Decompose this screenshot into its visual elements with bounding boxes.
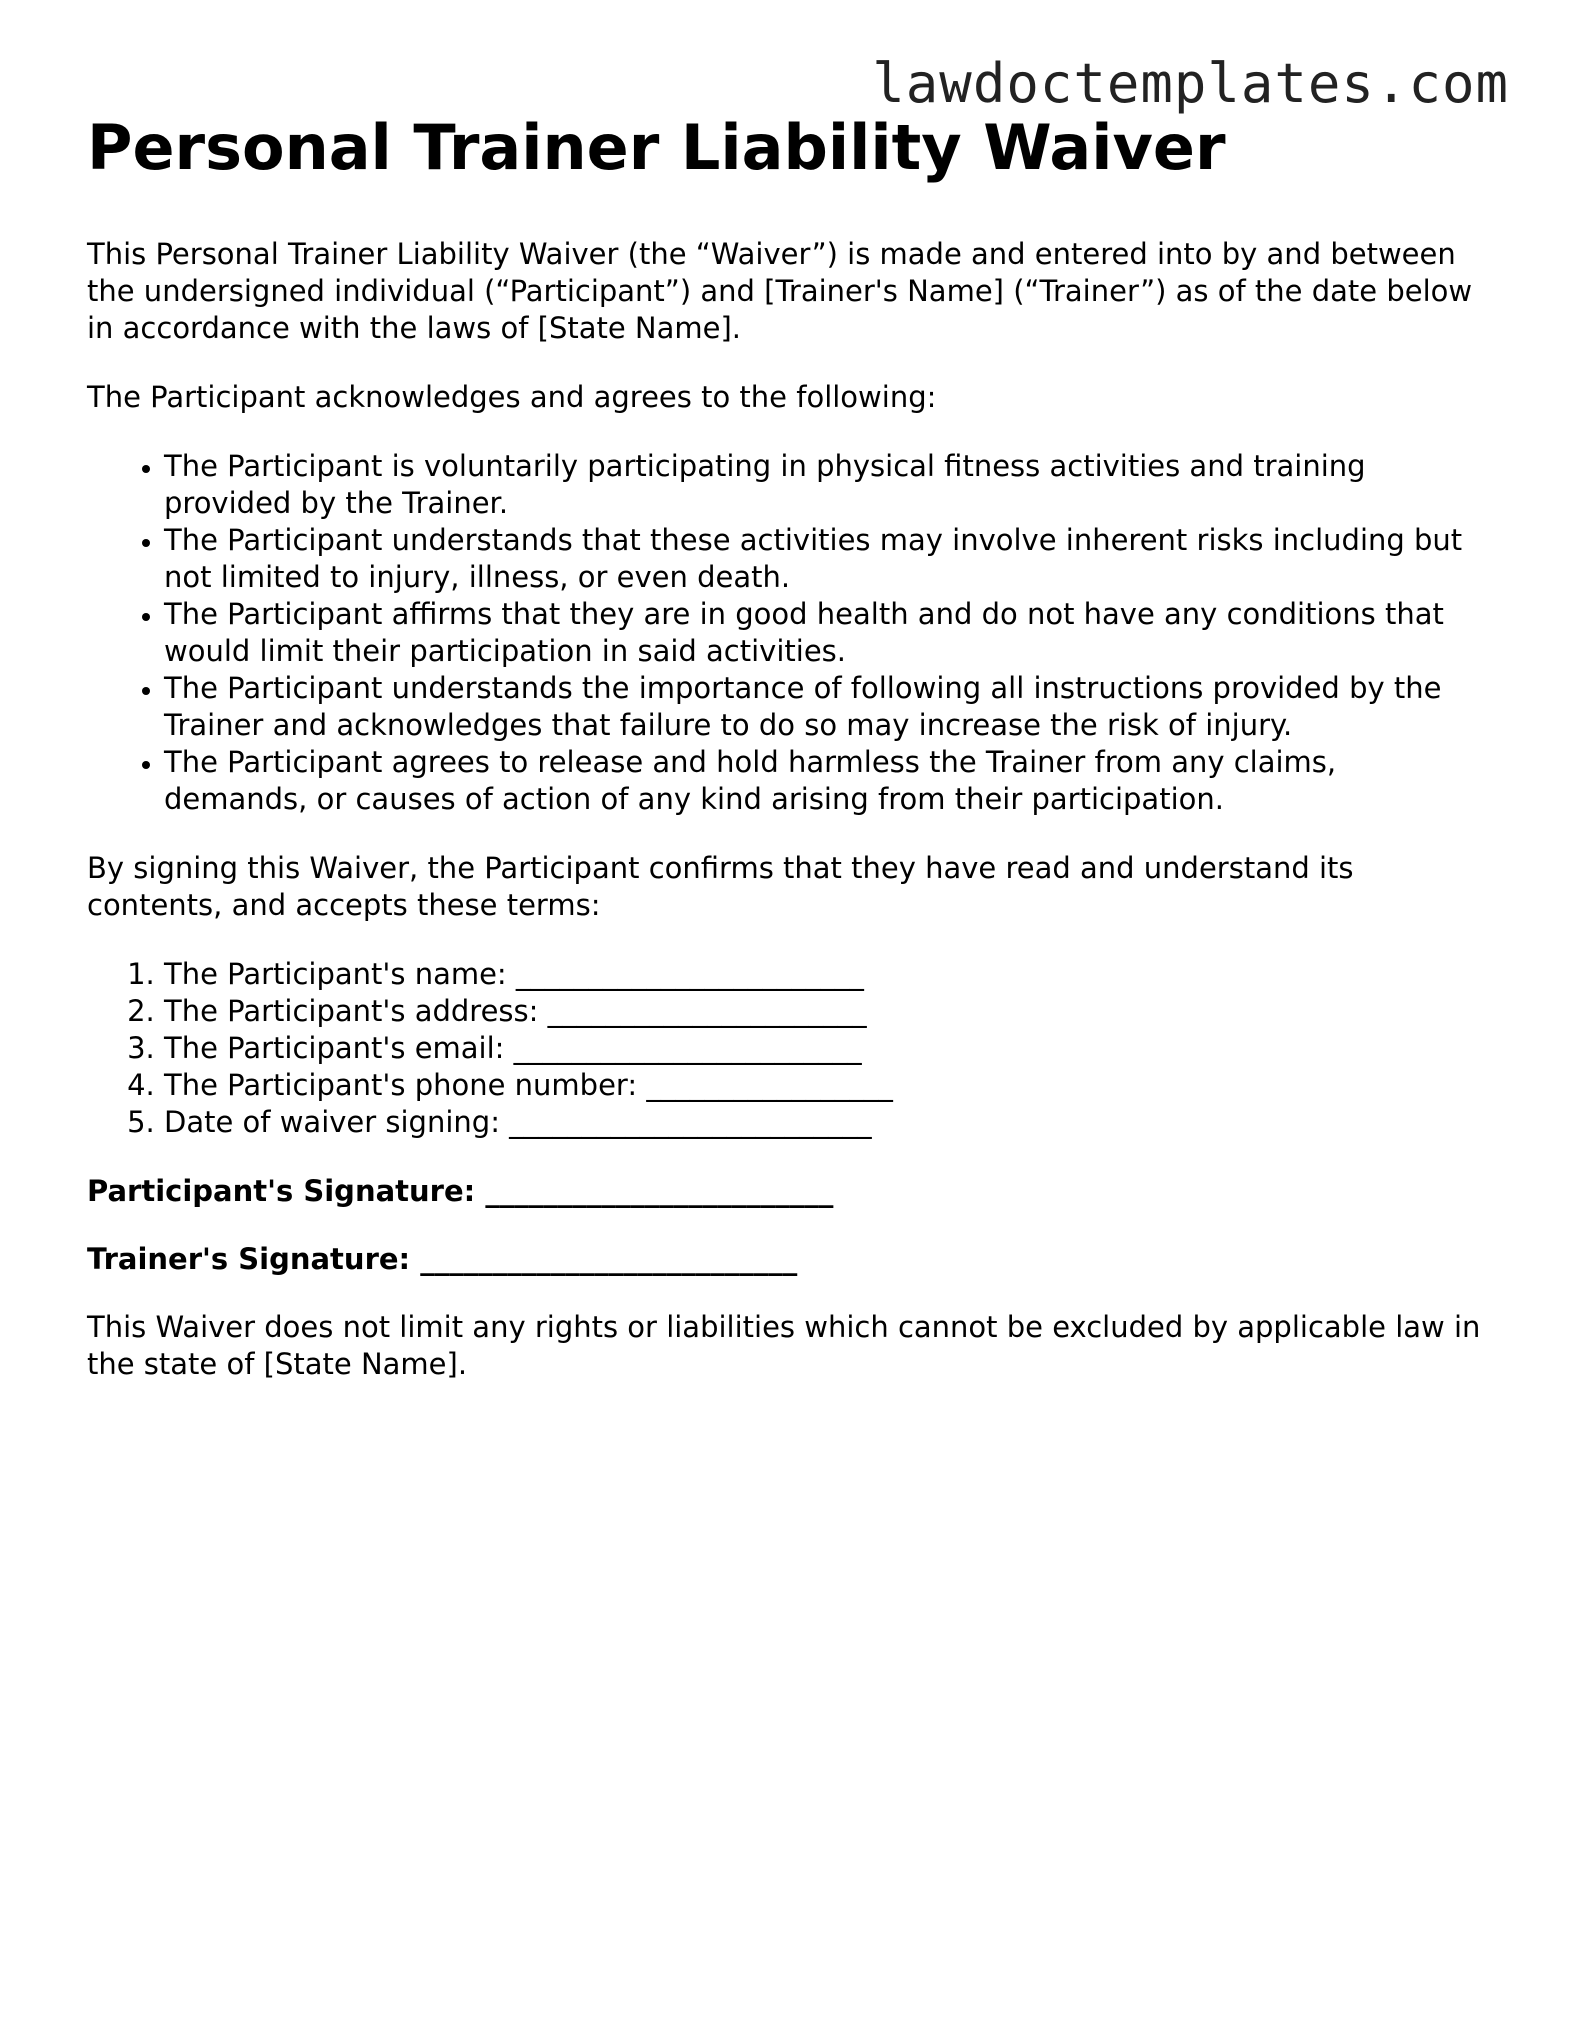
closing-paragraph: This Waiver does not limit any rights or liabilities which cannot be excluded by applicable law in the state of [State Name].: [87, 1310, 1481, 1381]
participant-name-field: 1. The Participant's name: ________________________: [164, 956, 1487, 993]
acknowledgement-lead: The Participant acknowledges and agrees to the following:: [87, 380, 937, 414]
acknowledgement-item: • The Participant agrees to release and hold harmless the Trainer from any claims, demands, or causes of action of any kind arising from their participation.: [164, 744, 1487, 818]
acknowledgement-item: • The Participant understands that these activities may involve inherent risks including but not limited to injury, illness, or even death.: [164, 522, 1487, 596]
participant-address-field: 2. The Participant's address: ______________________: [164, 993, 1487, 1030]
confirmation-lead: By signing this Waiver, the Participant confirms that they have read and understand its contents, and accepts these terms:: [87, 851, 1354, 922]
acknowledgement-list: [87, 448, 1487, 818]
intro-paragraph: This Personal Trainer Liability Waiver (the “Waiver”) is made and entered into by and between the undersigned individual (“Participant”) and [Trainer's Name] (“Trainer”) as of the date below in accordance with the laws of [State Name].: [87, 237, 1473, 345]
participant-phone-field: 4. The Participant's phone number: _________________: [164, 1067, 1487, 1104]
acknowledgement-item: • The Participant understands the importance of following all instructions provided by the Trainer and acknowledges that failure to do so may increase the risk of injury.: [164, 670, 1487, 744]
signing-date-field: 5. Date of waiver signing: _________________________: [164, 1104, 1487, 1141]
waiver-document: [87, 108, 1487, 1415]
site-watermark: lawdoctemplates.com: [872, 52, 1509, 115]
acknowledgement-item: • The Participant affirms that they are in good health and do not have any conditions that would limit their participation in said activities.: [164, 596, 1487, 670]
participant-fields-list: [87, 956, 1487, 1141]
participant-email-field: 3. The Participant's email: ________________________: [164, 1030, 1487, 1067]
participant-signature-line: Participant's Signature: ________________________: [87, 1174, 834, 1208]
acknowledgement-item: • The Participant is voluntarily participating in physical fitness activities and training provided by the Trainer.: [164, 448, 1487, 522]
trainer-signature-line: Trainer's Signature: __________________________: [87, 1242, 798, 1276]
document-title: Personal Trainer Liability Waiver: [87, 111, 1226, 184]
